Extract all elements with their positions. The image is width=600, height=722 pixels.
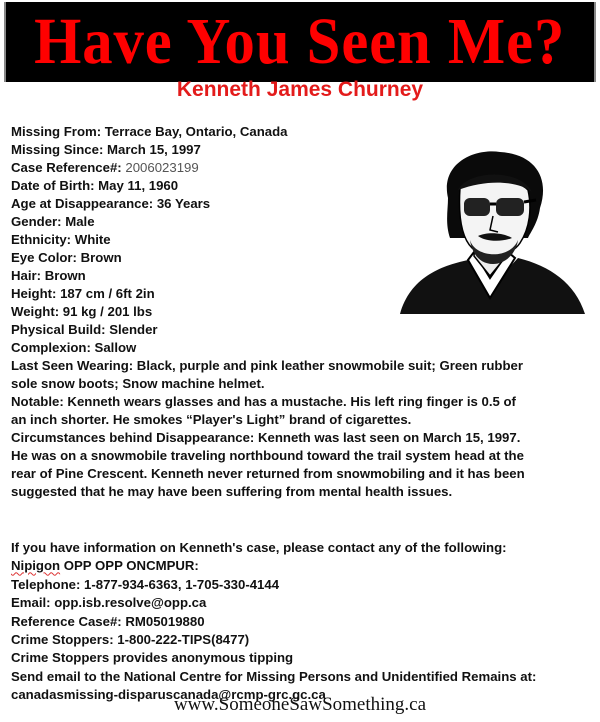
case-reference-label: Case Reference#:: [11, 160, 126, 175]
complexion: Complexion: Sallow: [11, 340, 137, 355]
physical-build: Physical Build: Slender: [11, 322, 158, 337]
ethnicity: Ethnicity: White: [11, 232, 111, 247]
agency-first: Nipigon: [11, 558, 61, 574]
missing-from: Missing From: Terrace Bay, Ontario, Canada: [11, 124, 288, 139]
age-at-disappearance: Age at Disappearance: 36 Years: [11, 196, 211, 211]
missing-since: Missing Since: March 15, 1997: [11, 142, 201, 157]
weight: Weight: 91 kg / 201 lbs: [11, 304, 153, 319]
gender: Gender: Male: [11, 214, 95, 229]
person-details: [11, 123, 600, 501]
contact-info: [11, 539, 536, 705]
circumstances-cont-1: He was on a snowmobile traveling northbound toward the trail system head at the: [11, 448, 524, 463]
circumstances-cont-2: rear of Pine Crescent. Kenneth never returned from snowmobiling and it has been: [11, 466, 525, 481]
circumstances-cont-3: suggested that he may have been suffering from mental health issues.: [11, 484, 453, 499]
hair: Hair: Brown: [11, 268, 86, 283]
ncmpur-email: canadasmissing-disparuscanada@rcmp-grc.gc.ca: [11, 687, 326, 703]
reference-case: Reference Case#: RM05019880: [11, 613, 205, 629]
agency: [11, 557, 536, 575]
ncmpur-intro: Send email to the National Centre for Missing Persons and Unidentified Remains at:: [11, 668, 537, 684]
page-title: Have You Seen Me?: [34, 5, 566, 78]
case-reference-value: 2006023199: [125, 160, 199, 175]
title-banner: [4, 2, 596, 82]
telephone: Telephone: 1-877-934-6363, 1-705-330-4144: [11, 576, 280, 592]
eye-color: Eye Color: Brown: [11, 250, 122, 265]
email: Email: opp.isb.resolve@opp.ca: [11, 595, 207, 611]
last-seen-wearing: Last Seen Wearing: Black, purple and pink leather snowmobile suit; Green rubber: [11, 358, 523, 373]
case-reference: [11, 159, 600, 177]
last-seen-wearing-cont: sole snow boots; Snow machine helmet.: [11, 376, 265, 391]
crime-stoppers: Crime Stoppers: 1-800-222-TIPS(8477): [11, 632, 250, 648]
circumstances: Circumstances behind Disappearance: Kenneth was last seen on March 15, 1997.: [11, 430, 521, 445]
crime-stoppers-note: Crime Stoppers provides anonymous tipping: [11, 650, 294, 666]
contact-intro: If you have information on Kenneth's case, please contact any of the following:: [11, 540, 507, 555]
agency-rest: OPP OPP ONCMPUR:: [60, 558, 199, 574]
notable: Notable: Kenneth wears glasses and has a mustache. His left ring finger is 0.5 of: [11, 394, 516, 409]
website-link[interactable]: www.SomeoneSawSomething.ca: [173, 694, 427, 715]
date-of-birth: Date of Birth: May 11, 1960: [11, 178, 179, 193]
height: Height: 187 cm / 6ft 2in: [11, 286, 155, 301]
person-name: Kenneth James Churney: [176, 78, 424, 101]
notable-cont: an inch shorter. He smokes “Player's Light” brand of cigarettes.: [11, 412, 412, 427]
